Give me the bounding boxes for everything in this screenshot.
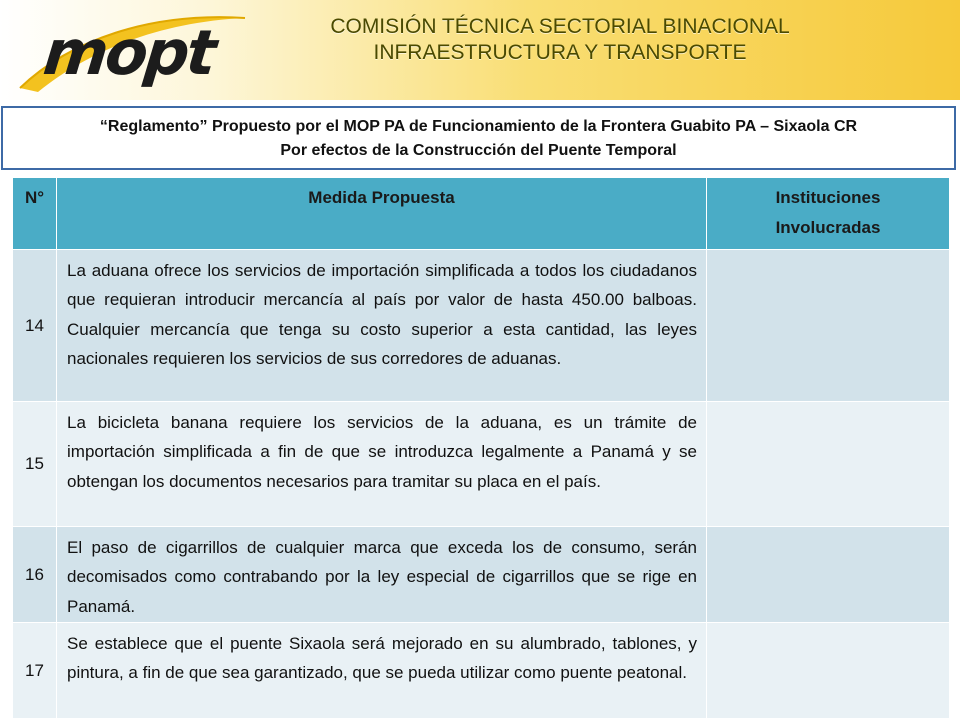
subtitle-line-2: Por efectos de la Construcción del Puente Temporal	[280, 142, 677, 159]
subtitle-line-1: “Reglamento” Propuesto por el MOP PA de Funcionamiento de la Frontera Guabito PA – Sixaola CR	[99, 118, 858, 135]
row-medida: La aduana ofrece los servicios de importación simplificada a todos los ciudadanos que requieran introducir mercancía al país por valor de hasta 450.00 balboas. Cualquier mercancía que tenga su costo superior a esta cantidad, las leyes nacionales requieren los servicios de sus corredores de aduanas.	[57, 250, 707, 402]
row-instituciones	[707, 250, 950, 402]
row-medida: El paso de cigarrillos de cualquier marca que exceda los de consumo, serán decomisados como contrabando por la ley especial de cigarrillos que se rige en Panamá.	[57, 527, 707, 623]
table-row	[13, 527, 950, 623]
row-number: 16	[13, 527, 57, 623]
header-instituciones	[707, 178, 950, 250]
mopt-logo	[0, 0, 260, 100]
subtitle-box	[1, 106, 956, 170]
header-medida: Medida Propuesta	[57, 178, 707, 250]
header-instituciones-line-2: Involucradas	[775, 218, 881, 237]
header-num: N°	[13, 178, 57, 250]
row-medida: La bicicleta banana requiere los servicios de la aduana, es un trámite de importación simplificada a fin de que se introduzca legalmente a Panamá y se obtengan los documentos necesarios para tramitar su placa en el país.	[57, 402, 707, 527]
table-row	[13, 623, 950, 719]
logo-wordmark: mopt	[40, 16, 218, 89]
row-instituciones	[707, 402, 950, 527]
header-instituciones-line-1: Instituciones	[775, 188, 881, 207]
row-medida: Se establece que el puente Sixaola será mejorado en su alumbrado, tablones, y pintura, a fin de que sea garantizado, que se pueda utilizar como puente peatonal.	[57, 623, 707, 719]
table-row	[13, 402, 950, 527]
title-line-1: COMISIÓN TÉCNICA SECTORIAL BINACIONAL	[330, 15, 790, 38]
table-row	[13, 250, 950, 402]
row-instituciones	[707, 527, 950, 623]
row-number: 15	[13, 402, 57, 527]
table-header-row	[13, 178, 950, 250]
title-line-2: INFRAESTRUCTURA Y TRANSPORTE	[373, 41, 747, 64]
row-number: 17	[13, 623, 57, 719]
measures-table	[12, 177, 950, 719]
page-title	[300, 14, 820, 66]
row-instituciones	[707, 623, 950, 719]
row-number: 14	[13, 250, 57, 402]
